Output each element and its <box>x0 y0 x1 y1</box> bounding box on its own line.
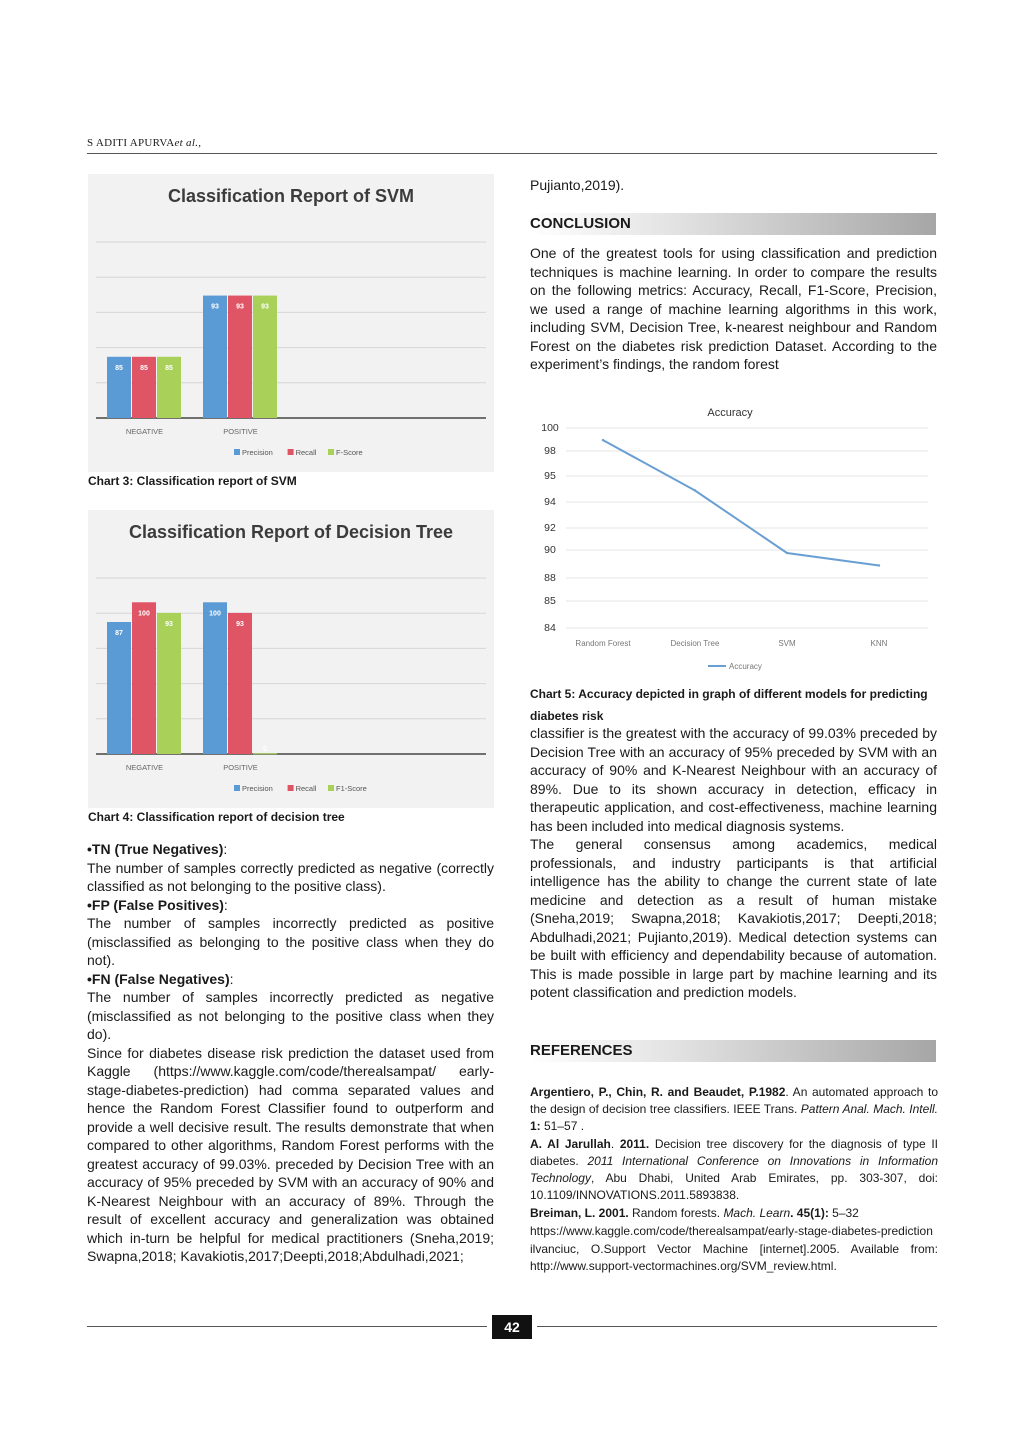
y-tick-label: 85 <box>544 595 556 607</box>
legend-label: Accuracy <box>729 662 762 671</box>
y-tick-label: 92 <box>544 522 556 534</box>
legend-label: Recall <box>295 448 317 457</box>
fp-description: The number of samples incorrectly predicted as positive (misclassified as belonging to the positive class when they do not). <box>87 915 494 968</box>
legend-swatch <box>288 785 294 791</box>
bar <box>203 296 227 418</box>
category-label: NEGATIVE <box>125 763 164 772</box>
chart-4-svg <box>88 510 494 808</box>
category-label: NEGATIVE <box>125 427 164 436</box>
header-rule <box>87 153 937 154</box>
header-etal: et al., <box>174 137 202 149</box>
continued-citation: Pujianto,2019). <box>530 177 625 193</box>
references-heading: REFERENCES <box>530 1040 936 1062</box>
reference-item: A. Al Jarullah. 2011. Decision tree discovery for the diagnosis of type II diabetes. 2011 International Conference on Innovations in Information Technology, Abu Dhabi, United Arab Emirates, pp. 303-307, doi: 10.1109/INNOVATIONS.2011.5893838. <box>530 1137 938 1202</box>
data-label: 93 <box>236 620 244 628</box>
bar <box>203 602 227 754</box>
reference-item: ilvanciuc, O.Support Vector Machine [internet].2005. Available from: http://www.support-vectormachines.org/SVM_review.html. <box>530 1242 938 1273</box>
reference-item: Breiman, L. 2001. Random forests. Mach. Learn. 45(1): 5–32 <box>530 1206 859 1220</box>
data-label: 93 <box>236 303 244 311</box>
x-tick-label: KNN <box>870 639 888 648</box>
legend-label: F-Score <box>336 448 363 457</box>
chart-4 <box>88 510 494 808</box>
reference-item: Argentiero, P., Chin, R. and Beaudet, P.1982. An automated approach to the design of decision tree classifiers. IEEE Trans. Pattern Anal. Mach. Intell. 1: 51–57 . <box>530 1085 938 1133</box>
chart-4-caption: Chart 4: Classification report of decision tree <box>88 810 345 824</box>
x-tick-label: SVM <box>778 639 796 648</box>
conclusion-heading: CONCLUSION <box>530 213 936 235</box>
consensus-paragraph: The general consensus among academics, medical professionals, and industry participants is that artificial intelligence has the ability to change the current state of late medicine and detection as a result of human mistake (Sneha,2019; Swapna,2018; Kavakiotis,2017; Deepti,2018; Abdulhadi,2021; Pujianto,2019). Medical detection systems can be built with efficiency and dependability because of automation. This is made possible in large part by machine learning and its potent classification and prediction models. <box>530 836 937 1000</box>
chart-3-caption: Chart 3: Classification report of SVM <box>88 474 297 488</box>
category-label: POSITIVE <box>223 763 258 772</box>
data-label: 93 <box>261 303 269 311</box>
data-label: 0 <box>263 746 267 754</box>
data-point <box>786 552 788 554</box>
header-authors: S ADITI APURVA <box>87 137 175 149</box>
y-tick-label: 90 <box>544 544 556 556</box>
chart-5 <box>530 398 938 675</box>
chart-title: Accuracy <box>707 407 753 419</box>
bar <box>107 622 131 754</box>
footer-rule-right <box>537 1326 937 1327</box>
data-label: 100 <box>209 610 221 618</box>
category-label: POSITIVE <box>223 427 258 436</box>
tn-description: The number of samples correctly predicted as negative (correctly classified as not belonging to the positive class). <box>87 859 494 894</box>
y-tick-label: 88 <box>544 572 556 584</box>
reference-item: https://www.kaggle.com/code/therealsampat/early-stage-diabetes-prediction <box>530 1224 933 1238</box>
data-label: 100 <box>138 610 150 618</box>
accuracy-summary-paragraph: classifier is the greatest with the accuracy of 99.03% preceded by Decision Tree with an accuracy of 95% preceded by SVM with an accuracy of 90% and K-Nearest Neighbour with an accuracy of 89%. Due to its shown accuracy in detection, efficacy in therapeutic application, and cost-effectiveness, machine learning has been included into medical diagnosis systems. <box>530 725 937 834</box>
conclusion-paragraph: One of the greatest tools for using classification and prediction techniques is machine learning. In order to compare the results on the following metrics: Accuracy, Recall, F1-Score, Precision, we used a range of machine learning algorithms in this work, including SVM, Decision Tree, k-nearest neighbour and Random Forest on the diabetes risk prediction Dataset. According to the experiment’s findings, the random forest <box>530 245 937 372</box>
series-line <box>603 440 879 565</box>
left-column-text: •TN (True Negatives): The number of samples correctly predicted as negative (correctly classified as not belonging to the positive class). •FP (False Positives): The number of samples incorrectly predicted as positive (misclassified as belonging to the positive class when they do not). •FN (False Negatives): The number of samples incorrectly predicted as negative (misclassified as not belonging to the positive class when they do). Since for diabetes disease risk prediction the dataset used from Kaggle (https://www.kaggle.com/code/therealsampat/ early-stage-diabetes-prediction) had comma separated values and hence the Random Forest Classifier found to outperform and provide a well decisive result. The results demonstrate that when compared to other algorithms, Random Forest performs with the greatest accuracy of 99.03%. preceded by Decision Tree with an accuracy of 95% preceded by SVM with an accuracy of 90% and K-Nearest Neighbour with an accuracy of 89%. Through the result of excellent accuracy and generalization was obtained which in-turn be helpful for medical practitioners (Sneha,2019; Swapna,2018; Kavakiotis,2017;Deepti,2018;Abdulhadi,2021; <box>87 841 494 1264</box>
legend-swatch <box>288 449 294 455</box>
bar <box>132 602 156 754</box>
bar <box>228 296 252 418</box>
y-tick-label: 98 <box>544 445 556 457</box>
after-chart-text <box>530 724 937 1002</box>
bar <box>228 613 252 754</box>
chart-3-title: Classification Report of SVM <box>167 186 415 206</box>
fn-term: •FN (False Negatives) <box>87 970 230 987</box>
y-tick-label: 84 <box>544 622 556 634</box>
x-tick-label: Decision Tree <box>670 639 720 648</box>
legend-label: Precision <box>242 784 273 793</box>
chart-3 <box>88 174 494 472</box>
fp-term: •FP (False Positives) <box>87 896 224 913</box>
y-tick-label: 94 <box>544 496 556 508</box>
chart-5-caption: Chart 5: Accuracy depicted in graph of different models for predicting diabetes risk <box>530 687 928 723</box>
data-point <box>602 439 604 441</box>
legend-swatch <box>234 785 240 791</box>
data-label: 85 <box>115 364 123 372</box>
running-header <box>87 137 201 149</box>
y-tick-label: 100 <box>541 422 559 434</box>
data-label: 93 <box>165 620 173 628</box>
legend-label: Recall <box>295 784 317 793</box>
legend-swatch <box>328 785 334 791</box>
x-tick-label: Random Forest <box>575 639 631 648</box>
legend-swatch <box>328 449 334 455</box>
results-paragraph: Since for diabetes disease risk prediction the dataset used from Kaggle (https://www.kaggle.com/code/therealsampat/ early-stage-diabetes-prediction) had comma separated values and hence the Random Forest Classifier found to outperform and provide a well decisive result. The results demonstrate that when compared to other algorithms, Random Forest performs with the greatest accuracy of 99.03%. preceded by Decision Tree with an accuracy of 95% preceded by SVM with an accuracy of 90% and K-Nearest Neighbour with an accuracy of 89%. Through the result of excellent accuracy and generalization was obtained which in-turn be helpful for medical practitioners (Sneha,2019; Swapna,2018; Kavakiotis,2017;Deepti,2018;Abdulhadi,2021; <box>87 1044 494 1264</box>
y-tick-label: 95 <box>544 470 556 482</box>
tn-term: •TN (True Negatives) <box>87 841 224 857</box>
legend-swatch <box>234 449 240 455</box>
bar <box>253 753 277 754</box>
chart-4-title: Classification Report of Decision Tree <box>128 522 454 542</box>
legend-label: Precision <box>242 448 273 457</box>
fn-description: The number of samples incorrectly predicted as negative (misclassified as not belonging to the positive class when they do). <box>87 989 494 1042</box>
data-point <box>878 564 880 566</box>
data-label: 85 <box>165 364 173 372</box>
data-point <box>694 489 696 491</box>
bar <box>253 296 277 418</box>
data-label: 93 <box>211 303 219 311</box>
chart-5-svg <box>530 398 938 675</box>
legend-label: F1-Score <box>336 784 367 793</box>
bar <box>157 613 181 754</box>
footer-rule-left <box>87 1326 487 1327</box>
page-number: 42 <box>492 1315 532 1339</box>
data-label: 87 <box>115 630 123 637</box>
data-label: 85 <box>140 364 148 372</box>
references-list <box>530 1084 938 1276</box>
chart-3-svg <box>88 174 494 472</box>
